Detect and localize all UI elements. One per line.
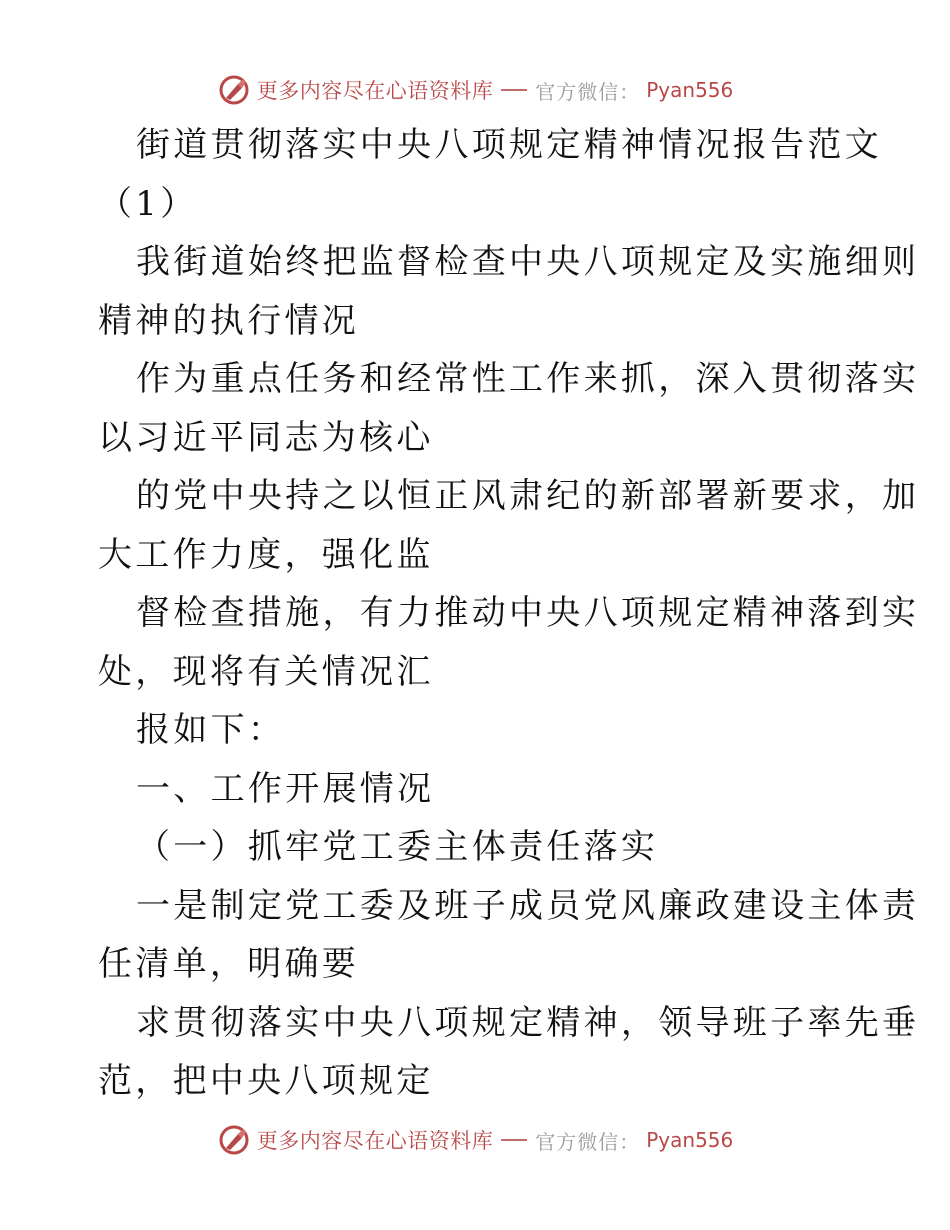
watermark-dash [501, 89, 527, 91]
subsection-heading: （一）抓牢党工委主体责任落实 [136, 827, 659, 867]
paragraph-line: 的党中央持之以恒正风肃纪的新部署新要求，加 [136, 476, 920, 516]
paragraph-line: 范，把中央八项规定 [98, 1061, 434, 1101]
watermark-brand-text: 更多内容尽在心语资料库 [256, 1129, 494, 1153]
paragraph-line: 报如下： [136, 710, 286, 750]
paragraph-line: 以习近平同志为核心 [98, 417, 434, 458]
document-title: 街道贯彻落实中央八项规定精神情况报告范文 [136, 125, 882, 165]
paragraph-line: 处，现将有关情况汇 [98, 651, 434, 692]
footer-watermark [0, 1120, 950, 1160]
watermark-wechat-label: 官方微信： [535, 79, 641, 104]
paragraph-line: 作为重点任务和经常性工作来抓，深入贯彻落实 [136, 359, 920, 399]
paragraph-line: 大工作力度，强化监 [98, 534, 434, 575]
paragraph-line: 求贯彻落实中央八项规定精神，领导班子率先垂 [136, 1002, 920, 1043]
document-body [98, 116, 920, 1111]
watermark-wechat-id: Pyan556 [646, 1128, 734, 1152]
paragraph-line: 一是制定党工委及班子成员党风廉政建设主体责 [136, 885, 920, 926]
pen-nib-logo-icon [217, 73, 251, 107]
watermark-dash [501, 1139, 527, 1141]
paragraph-line: 精神的执行情况 [98, 300, 360, 341]
watermark-brand-text: 更多内容尽在心语资料库 [256, 79, 494, 103]
section-heading: 一、工作开展情况 [136, 768, 435, 809]
watermark-wechat-id: Pyan556 [646, 78, 734, 102]
paragraph-line: 督检查措施，有力推动中央八项规定精神落到实 [136, 593, 920, 633]
pen-nib-logo-icon [217, 1123, 251, 1157]
document-title-number: （1） [98, 183, 198, 224]
watermark-wechat-label: 官方微信： [535, 1129, 641, 1154]
paragraph-line: 我街道始终把监督检查中央八项规定及实施细则 [136, 242, 920, 282]
header-watermark [0, 70, 950, 110]
paragraph-line: 任清单，明确要 [98, 944, 360, 984]
